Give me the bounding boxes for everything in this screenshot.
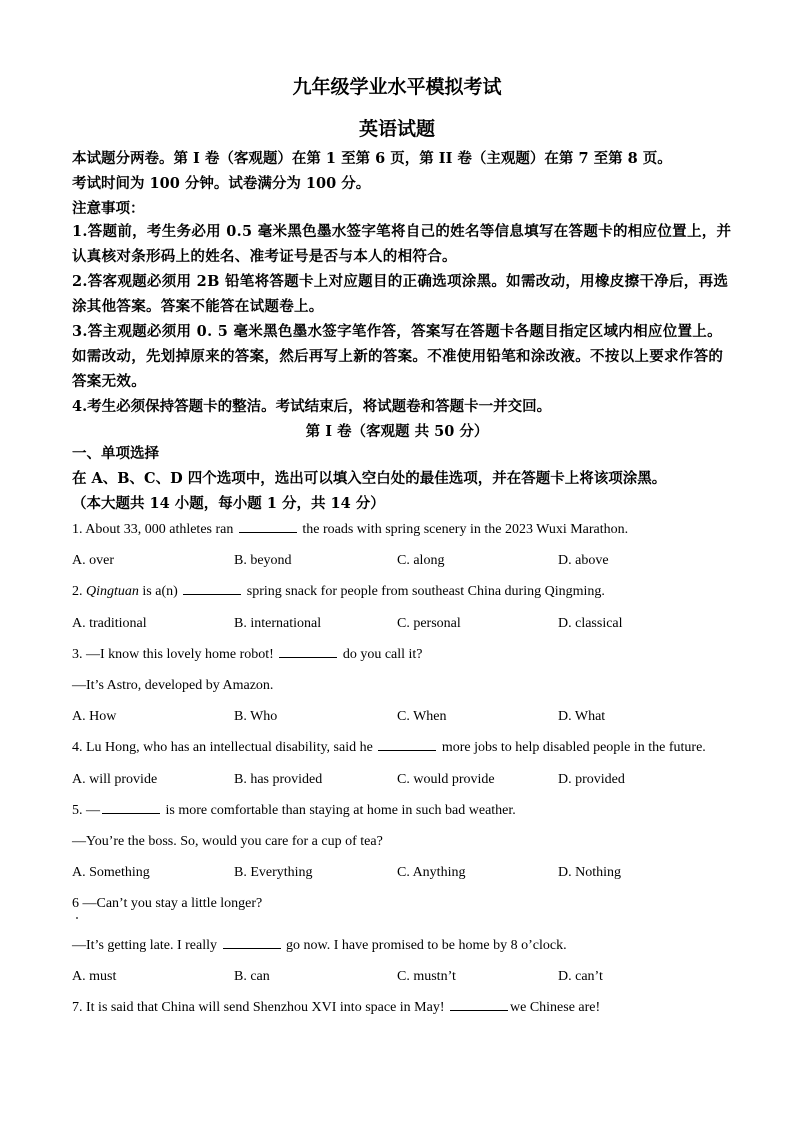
question-5-reply: —You’re the boss. So, would you care for a cup of tea? bbox=[72, 834, 383, 849]
option-c: C. would provide bbox=[397, 772, 495, 787]
option-a: A. over bbox=[72, 553, 114, 568]
notice-heading: 注意事项： bbox=[72, 200, 145, 217]
answer-blank bbox=[279, 656, 337, 658]
question-text: 7. It is said that China will send Shenzhou XVI into space in May! bbox=[72, 1000, 445, 1015]
question-6: 6 —Can’t you stay a little longer? bbox=[72, 896, 263, 911]
question-3-reply: —It’s Astro, developed by Amazon. bbox=[72, 678, 274, 693]
option-b: B. can bbox=[234, 969, 270, 984]
option-a: A. will provide bbox=[72, 772, 158, 787]
options-1 bbox=[72, 553, 752, 571]
instruction-line-1: 在 A、B、C、D 四个选项中，选出可以填入空白处的最佳选项，并在答题卡上将该项涂黑。 bbox=[72, 470, 667, 487]
exam-title: 九年级学业水平模拟考试 bbox=[292, 76, 502, 98]
option-c: C. along bbox=[397, 553, 445, 568]
answer-blank bbox=[102, 812, 160, 814]
question-text: we Chinese are! bbox=[510, 1000, 601, 1015]
option-d: D. Nothing bbox=[558, 865, 621, 880]
option-b: B. beyond bbox=[234, 553, 292, 568]
question-text: 3. —I know this lovely home robot! bbox=[72, 647, 274, 662]
question-text: go now. I have promised to be home by 8 o’clock. bbox=[286, 938, 567, 953]
option-a: A. How bbox=[72, 709, 117, 724]
option-b: B. Everything bbox=[234, 865, 313, 880]
options-4 bbox=[72, 772, 752, 790]
options-2 bbox=[72, 616, 752, 634]
option-d: D. classical bbox=[558, 616, 623, 631]
option-c: C. Anything bbox=[397, 865, 466, 880]
question-text: more jobs to help disabled people in the future. bbox=[441, 740, 706, 755]
intro-line-1: 本试题分两卷。第 I 卷（客观题）在第 1 至第 6 页，第 II 卷（主观题）在第 7 至第 8 页。 bbox=[72, 150, 672, 167]
option-b: B. Who bbox=[234, 709, 278, 724]
question-text: the roads with spring scenery in the 2023 Wuxi Marathon. bbox=[302, 522, 629, 537]
answer-blank bbox=[239, 531, 297, 533]
answer-blank bbox=[223, 947, 281, 949]
part-heading: 一、单项选择 bbox=[72, 445, 159, 462]
question-text: spring snack for people from southeast China during Qingming. bbox=[246, 584, 605, 599]
note-1: 1.答题前，考生务必用 0.5 毫米黑色墨水签字笔将自己的姓名等信息填写在答题卡的相应位置上，并认真核对条形码上的姓名、准考证号是否与本人的相符合。 bbox=[72, 223, 732, 265]
option-b: B. has provided bbox=[234, 772, 323, 787]
option-b: B. international bbox=[234, 616, 322, 631]
answer-blank bbox=[378, 749, 436, 751]
options-3 bbox=[72, 709, 752, 727]
option-c: C. personal bbox=[397, 616, 461, 631]
question-text: is a(n) bbox=[138, 584, 178, 599]
question-text: is more comfortable than staying at home in such bad weather. bbox=[165, 803, 516, 818]
option-c: C. mustn’t bbox=[397, 969, 456, 984]
question-text: —It’s getting late. I really bbox=[72, 938, 218, 953]
question-5 bbox=[72, 803, 752, 819]
option-a: A. Something bbox=[72, 865, 150, 880]
exam-subtitle: 英语试题 bbox=[358, 118, 435, 140]
question-4 bbox=[72, 740, 752, 756]
instruction-line-2: （本大题共 14 小题，每小题 1 分，共 14 分） bbox=[72, 495, 385, 512]
options-6 bbox=[72, 969, 752, 987]
note-2: 2.答客观题必须用 2B 铅笔将答题卡上对应题目的正确选项涂黑。如需改动，用橡皮擦干净后，再选涂其他答案。答案不能答在试题卷上。 bbox=[72, 273, 729, 315]
question-text: 4. Lu Hong, who has an intellectual disability, said he bbox=[72, 740, 373, 755]
option-d: D. can’t bbox=[558, 969, 603, 984]
option-d: D. provided bbox=[558, 772, 625, 787]
option-a: A. must bbox=[72, 969, 117, 984]
section-heading: 第 I 卷（客观题 共 50 分） bbox=[305, 423, 489, 440]
intro-line-2: 考试时间为 100 分钟。试卷满分为 100 分。 bbox=[72, 175, 371, 192]
stray-dot-mark bbox=[76, 917, 78, 919]
question-1 bbox=[72, 522, 752, 538]
question-text: 2. bbox=[72, 584, 86, 599]
question-text: 1. About 33, 000 athletes ran bbox=[72, 522, 234, 537]
question-2 bbox=[72, 584, 752, 600]
option-a: A. traditional bbox=[72, 616, 147, 631]
answer-blank bbox=[183, 593, 241, 595]
question-3 bbox=[72, 647, 752, 663]
options-5 bbox=[72, 865, 752, 883]
question-text: 5. — bbox=[72, 803, 100, 818]
question-7 bbox=[72, 1000, 752, 1016]
question-text: do you call it? bbox=[342, 647, 423, 662]
option-d: D. What bbox=[558, 709, 606, 724]
note-4: 4.考生必须保持答题卡的整洁。考试结束后，将试题卷和答题卡一并交回。 bbox=[72, 398, 552, 415]
answer-blank bbox=[450, 1009, 508, 1011]
option-c: C. When bbox=[397, 709, 447, 724]
note-3: 3.答主观题必须用 0. 5 毫米黑色墨水签字笔作答，答案写在答题卡各题目指定区域内相应位置上。如需改动，先划掉原来的答案，然后再写上新的答案。不准使用铅笔和涂改液。不按以上要求作答的答案无效。 bbox=[72, 323, 724, 390]
option-d: D. above bbox=[558, 553, 609, 568]
question-italic-term: Qingtuan bbox=[86, 584, 139, 599]
question-6-reply bbox=[72, 938, 752, 954]
